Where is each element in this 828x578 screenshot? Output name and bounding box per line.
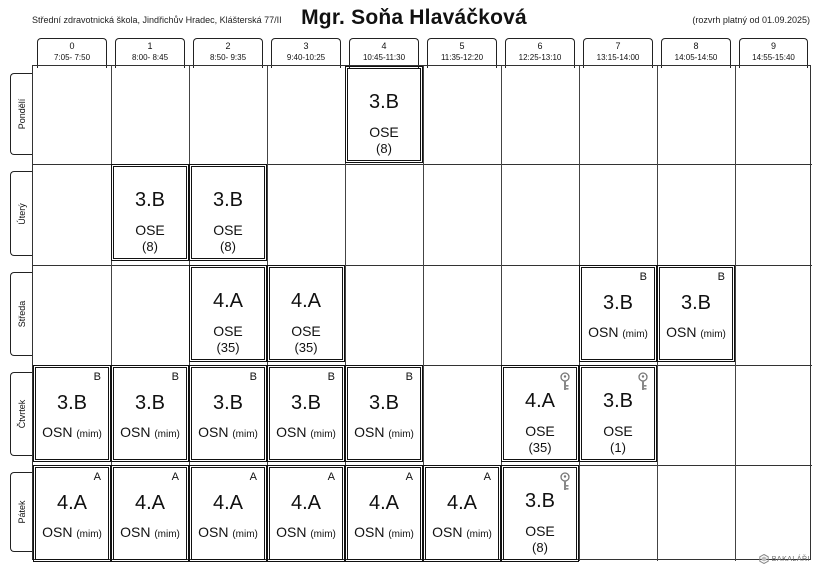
subject-note: (mim) xyxy=(388,529,414,540)
period-time: 12:25-13:10 xyxy=(518,53,562,62)
subject-label xyxy=(504,423,576,439)
lesson-card[interactable] xyxy=(581,267,655,360)
subject-code: OSN xyxy=(354,524,385,540)
room-label: (1) xyxy=(610,440,626,455)
school-name: Střední zdravotnická škola, Jindřichův Hradec, Klášterská 77/II xyxy=(32,15,282,25)
period-number: 3 xyxy=(303,41,309,51)
lesson-card[interactable] xyxy=(113,467,187,560)
day-tab-2 xyxy=(10,272,32,356)
subject-note: (mim) xyxy=(154,429,180,440)
lesson-card[interactable] xyxy=(269,467,343,560)
subject-label xyxy=(114,524,186,540)
subject-code: OSE xyxy=(213,222,243,238)
lesson-card[interactable] xyxy=(347,467,421,560)
lesson-card[interactable] xyxy=(191,166,265,259)
class-label: 3.B xyxy=(212,189,244,211)
group-label: B xyxy=(171,371,179,383)
subject-code: OSN xyxy=(42,424,73,440)
subject-note: (mim) xyxy=(310,429,336,440)
group-label: B xyxy=(405,371,413,383)
group-label: A xyxy=(93,471,101,483)
lesson-card[interactable] xyxy=(347,367,421,460)
subject-code: OSN xyxy=(666,324,697,340)
subject-code: OSE xyxy=(525,523,555,539)
lesson-card[interactable] xyxy=(269,267,343,360)
subject-code: OSE xyxy=(213,323,243,339)
period-header-6 xyxy=(505,38,575,68)
room-label: (35) xyxy=(216,340,240,355)
period-header-4 xyxy=(349,38,419,68)
period-time: 7:05- 7:50 xyxy=(53,53,91,62)
day-tab-3 xyxy=(10,372,32,456)
lesson-card[interactable] xyxy=(347,68,421,161)
subject-label xyxy=(348,124,420,140)
group-label: A xyxy=(171,471,179,483)
period-time: 14:05-14:50 xyxy=(674,53,718,62)
key-icon xyxy=(559,472,571,492)
validity-date: (rozvrh platný od 01.09.2025) xyxy=(692,15,810,25)
column-divider xyxy=(579,66,580,561)
column-divider xyxy=(423,66,424,561)
class-label: 3.B xyxy=(134,189,166,211)
group-label: A xyxy=(249,471,257,483)
subject-code: OSN xyxy=(120,524,151,540)
period-number: 6 xyxy=(537,41,543,51)
column-divider xyxy=(111,66,112,561)
subject-code: OSE xyxy=(369,124,399,140)
subject-code: OSN xyxy=(198,524,229,540)
subject-code: OSE xyxy=(291,323,321,339)
period-header-1 xyxy=(115,38,185,68)
column-divider xyxy=(735,66,736,561)
subject-code: OSN xyxy=(198,424,229,440)
subject-label xyxy=(114,222,186,238)
period-number: 4 xyxy=(381,41,387,51)
period-time: 9:40-10:25 xyxy=(286,53,326,62)
lesson-card[interactable] xyxy=(35,467,109,560)
subject-label xyxy=(660,324,732,340)
day-label: Pátek xyxy=(16,500,27,524)
room-label: (35) xyxy=(528,440,552,455)
subject-label xyxy=(270,524,342,540)
key-icon xyxy=(637,372,649,392)
day-tab-1 xyxy=(10,171,32,256)
period-header-5 xyxy=(427,38,497,68)
day-tab-4 xyxy=(10,472,32,552)
class-label: 3.B xyxy=(134,392,166,414)
lesson-card[interactable] xyxy=(191,367,265,460)
subject-note: (mim) xyxy=(232,429,258,440)
subject-code: OSE xyxy=(135,222,165,238)
subject-label xyxy=(582,324,654,340)
brand-logo xyxy=(759,554,810,564)
lesson-card[interactable] xyxy=(113,166,187,259)
room-label: (35) xyxy=(294,340,318,355)
period-number: 1 xyxy=(147,41,153,51)
lesson-card[interactable] xyxy=(269,367,343,460)
period-number: 2 xyxy=(225,41,231,51)
subject-note: (mim) xyxy=(232,529,258,540)
subject-code: OSN xyxy=(276,524,307,540)
day-label: Středa xyxy=(16,300,27,328)
day-label: Pondělí xyxy=(16,98,27,130)
subject-label xyxy=(582,423,654,439)
subject-note: (mim) xyxy=(466,529,492,540)
subject-label xyxy=(114,424,186,440)
bakalari-logo-icon xyxy=(759,554,769,564)
period-time: 13:15-14:00 xyxy=(596,53,640,62)
subject-code: OSN xyxy=(354,424,385,440)
subject-code: OSN xyxy=(120,424,151,440)
class-label: 3.B xyxy=(524,490,556,512)
column-divider xyxy=(189,66,190,561)
class-label: 4.A xyxy=(446,492,478,514)
lesson-card[interactable] xyxy=(503,367,577,460)
class-label: 3.B xyxy=(56,392,88,414)
column-divider xyxy=(657,66,658,561)
subject-code: OSN xyxy=(432,524,463,540)
subject-label xyxy=(192,323,264,339)
class-label: 4.A xyxy=(524,390,556,412)
class-label: 3.B xyxy=(602,292,634,314)
period-number: 9 xyxy=(770,41,776,51)
lesson-card[interactable] xyxy=(191,467,265,560)
lesson-card[interactable] xyxy=(503,467,577,560)
group-label: B xyxy=(93,371,101,383)
subject-code: OSE xyxy=(603,423,633,439)
subject-label xyxy=(348,424,420,440)
subject-label xyxy=(192,222,264,238)
lesson-card[interactable] xyxy=(191,267,265,360)
subject-label xyxy=(192,524,264,540)
subject-label xyxy=(36,524,108,540)
class-label: 4.A xyxy=(212,492,244,514)
class-label: 4.A xyxy=(290,290,322,312)
class-label: 3.B xyxy=(368,91,400,113)
subject-label xyxy=(270,323,342,339)
group-label: B xyxy=(327,371,335,383)
subject-note: (mim) xyxy=(154,529,180,540)
group-label: A xyxy=(405,471,413,483)
subject-label xyxy=(36,424,108,440)
subject-label xyxy=(270,424,342,440)
class-label: 4.A xyxy=(368,492,400,514)
lesson-card[interactable] xyxy=(35,367,109,460)
subject-label xyxy=(348,524,420,540)
period-number: 7 xyxy=(615,41,621,51)
room-label: (8) xyxy=(376,141,392,156)
subject-label xyxy=(426,524,498,540)
period-number: 8 xyxy=(693,41,699,51)
class-label: 3.B xyxy=(212,392,244,414)
group-label: A xyxy=(327,471,335,483)
subject-note: (mim) xyxy=(622,329,648,340)
subject-note: (mim) xyxy=(388,429,414,440)
key-icon xyxy=(559,372,571,392)
period-header-0 xyxy=(37,38,107,68)
group-label: B xyxy=(249,371,257,383)
period-time: 8:00- 8:45 xyxy=(131,53,169,62)
day-label: Čtvrtek xyxy=(16,399,27,429)
subject-note: (mim) xyxy=(76,429,102,440)
class-label: 4.A xyxy=(134,492,166,514)
teacher-name: Mgr. Soňa Hlaváčková xyxy=(301,6,527,29)
period-time: 8:50- 9:35 xyxy=(209,53,247,62)
subject-code: OSN xyxy=(276,424,307,440)
room-label: (8) xyxy=(532,540,548,555)
class-label: 3.B xyxy=(290,392,322,414)
lesson-card[interactable] xyxy=(113,367,187,460)
period-number: 0 xyxy=(69,41,75,51)
lesson-card[interactable] xyxy=(581,367,655,460)
period-header-2 xyxy=(193,38,263,68)
subject-label xyxy=(192,424,264,440)
period-header-9 xyxy=(739,38,808,68)
subject-code: OSE xyxy=(525,423,555,439)
period-time: 11:35-12:20 xyxy=(440,53,484,62)
period-header-7 xyxy=(583,38,653,68)
lesson-card[interactable] xyxy=(659,267,733,360)
subject-note: (mim) xyxy=(700,329,726,340)
group-label: B xyxy=(717,271,725,283)
class-label: 4.A xyxy=(290,492,322,514)
subject-code: OSN xyxy=(588,324,619,340)
period-time: 10:45-11:30 xyxy=(362,53,406,62)
column-divider xyxy=(501,66,502,561)
subject-label xyxy=(504,523,576,539)
class-label: 3.B xyxy=(368,392,400,414)
column-divider xyxy=(267,66,268,561)
room-label: (8) xyxy=(142,239,158,254)
room-label: (8) xyxy=(220,239,236,254)
class-label: 3.B xyxy=(602,390,634,412)
period-header-3 xyxy=(271,38,341,68)
period-number: 5 xyxy=(459,41,465,51)
subject-note: (mim) xyxy=(310,529,336,540)
day-label: Úterý xyxy=(16,202,27,225)
column-divider xyxy=(345,66,346,561)
brand-text: BAKALÁŘI xyxy=(771,555,810,563)
day-tab-0 xyxy=(10,73,32,155)
group-label: B xyxy=(639,271,647,283)
group-label: A xyxy=(483,471,491,483)
subject-note: (mim) xyxy=(76,529,102,540)
class-label: 4.A xyxy=(212,290,244,312)
period-header-8 xyxy=(661,38,731,68)
lesson-card[interactable] xyxy=(425,467,499,560)
class-label: 3.B xyxy=(680,292,712,314)
class-label: 4.A xyxy=(56,492,88,514)
period-time: 14:55-15:40 xyxy=(752,53,795,62)
subject-code: OSN xyxy=(42,524,73,540)
